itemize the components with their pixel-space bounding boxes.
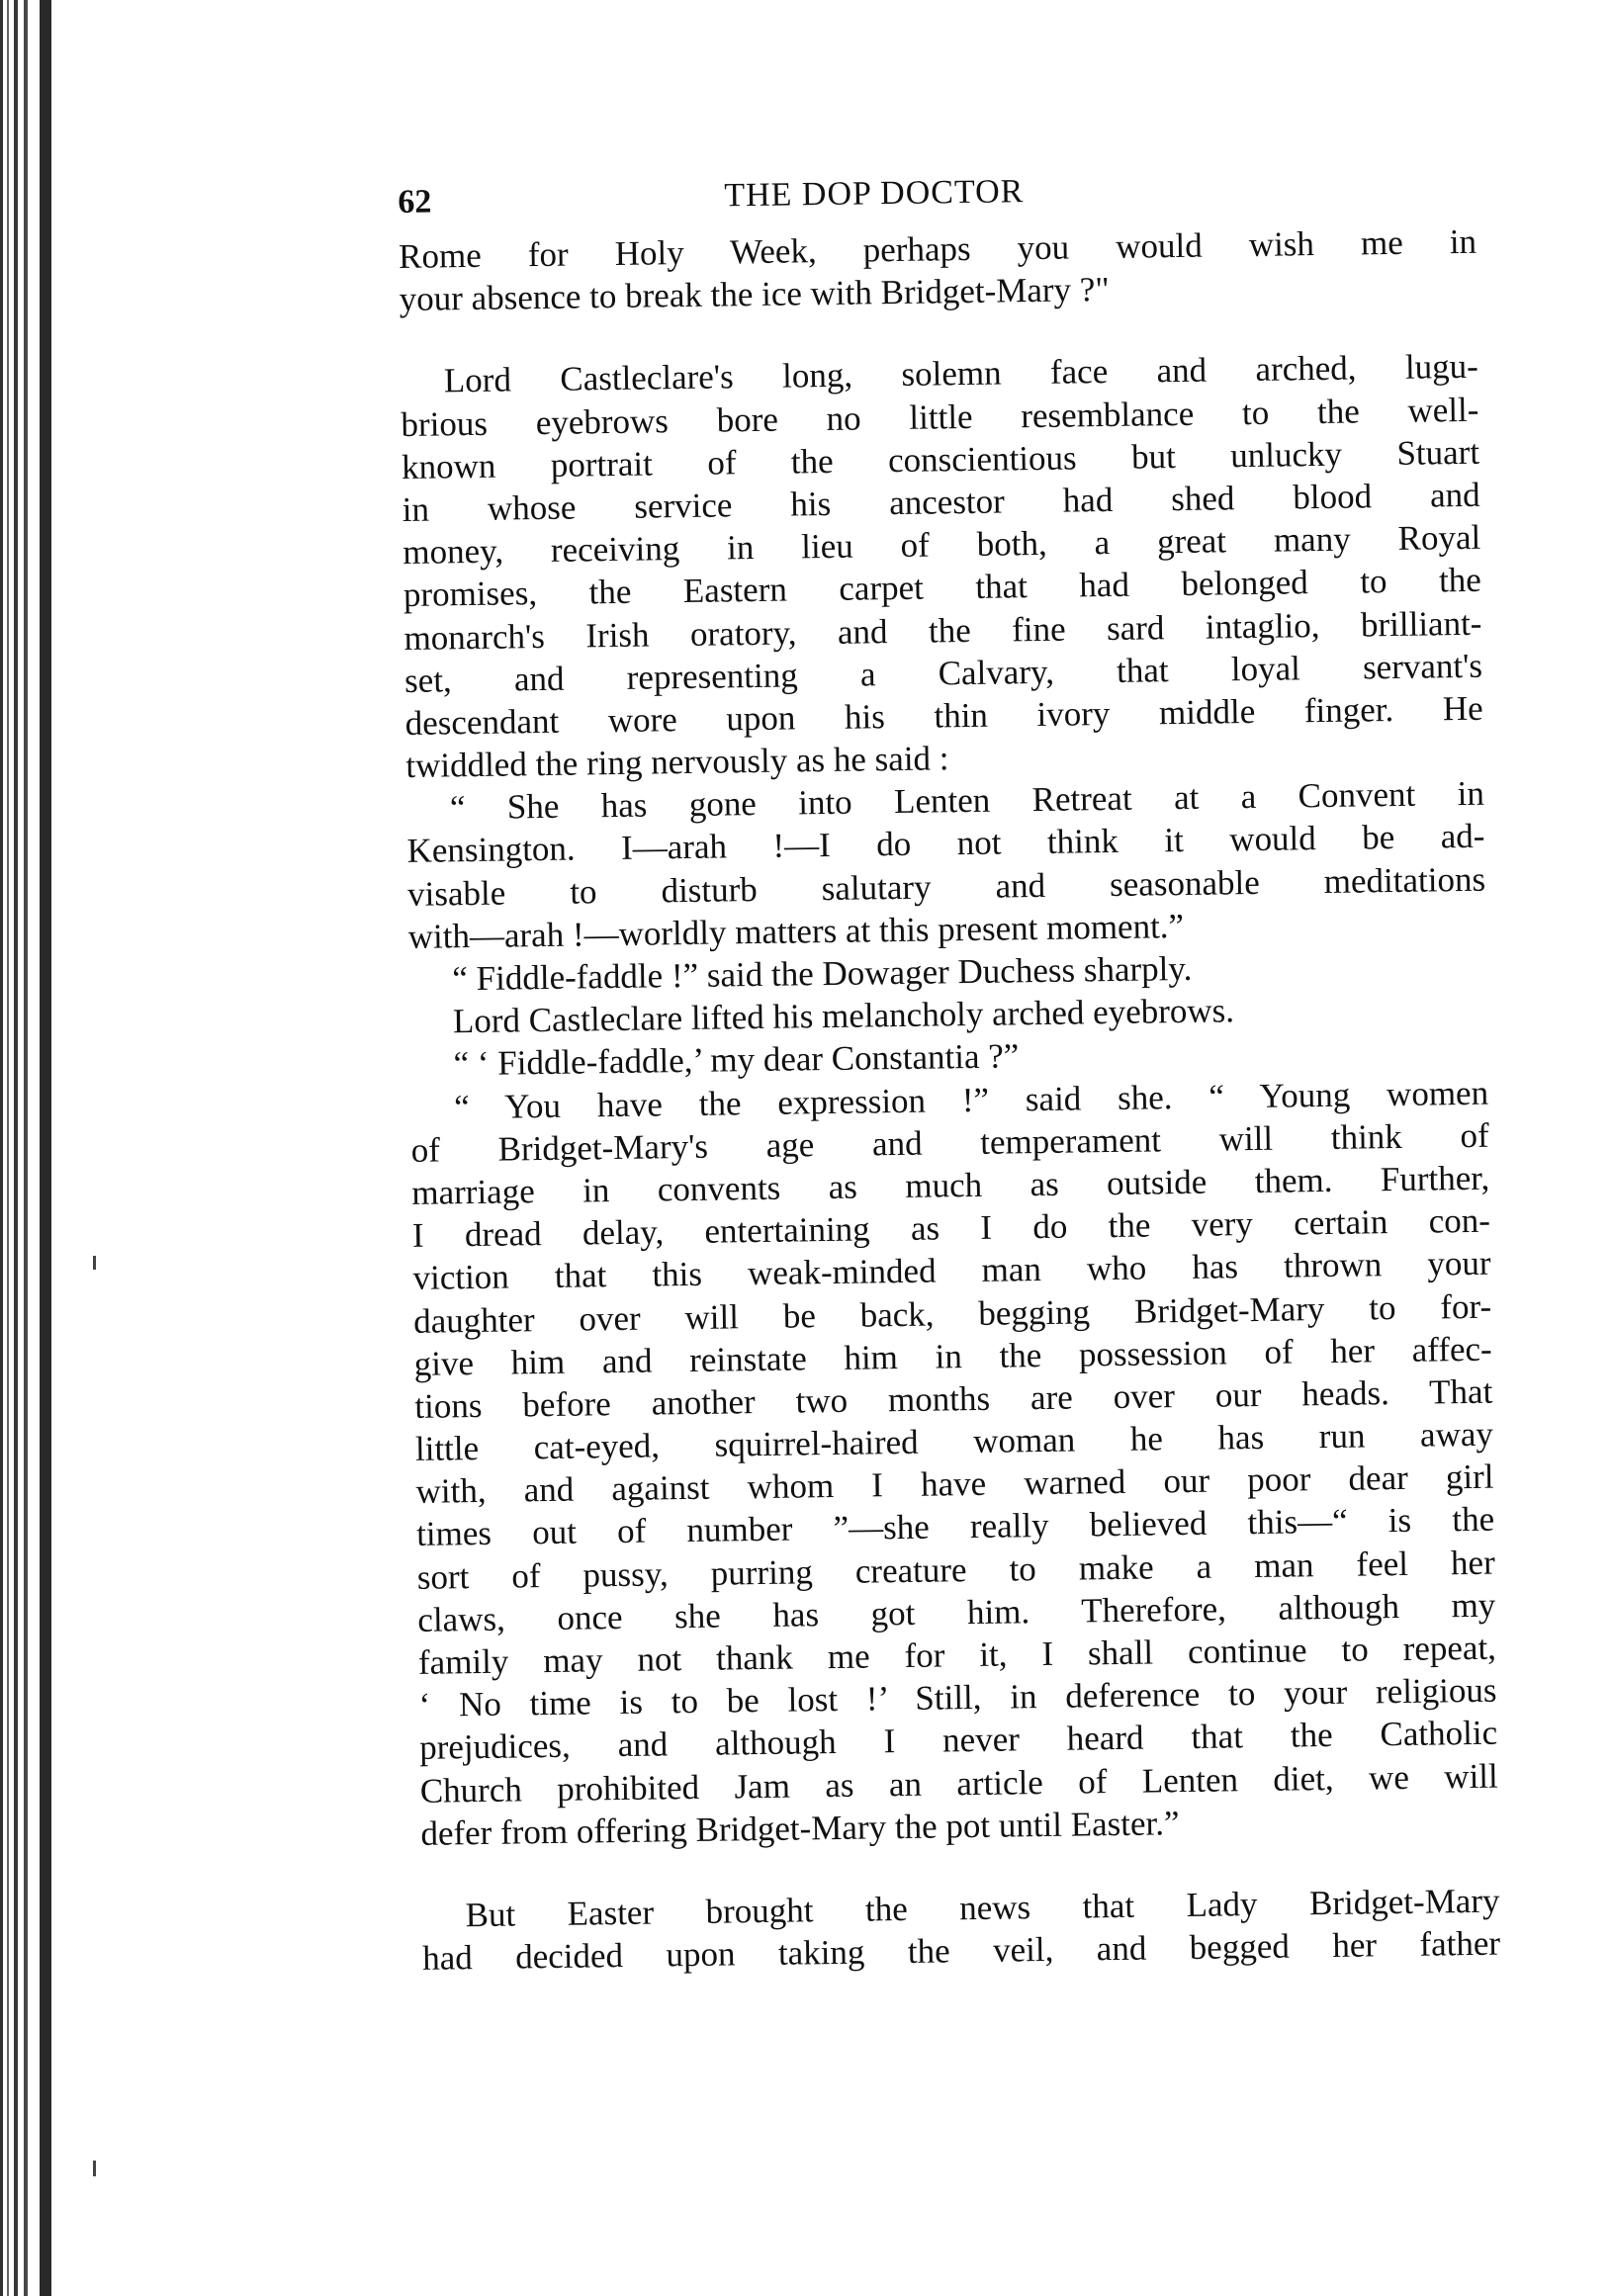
text-line: daughter over will be back, begging Bridget-Mary to for- [412, 1286, 1492, 1341]
text-line: descendant wore upon his thin ivory middle finger. He [404, 688, 1483, 743]
text-line: I dread delay, entertaining as I do the very certain con- [411, 1200, 1491, 1256]
text-line: “ She has gone into Lenten Retreat at a Convent in [449, 773, 1485, 828]
text-line: But Easter brought the news that Lady Bridget-Mary [465, 1881, 1500, 1935]
text-line: brious eyebrows bore no little resemblance to the well- [401, 390, 1479, 444]
text-line: claws, once she has got him. Therefore, although my [417, 1585, 1496, 1639]
running-title: THE DOP DOCTOR [724, 173, 1025, 215]
text-line: Church prohibited Jam as an article of Lenten diet, we will [419, 1756, 1498, 1810]
text-line: visable to disturb salutary and seasonable meditations [406, 859, 1486, 914]
paragraph-castleclare-description [401, 345, 1484, 787]
text-line: monarch's Irish oratory, and the fine sard intaglio, brilliant- [403, 603, 1482, 658]
paragraph-duchess-speech [410, 1071, 1499, 1855]
text-line: sort of pussy, purring creature to make a man feel her [416, 1543, 1495, 1597]
text-line: twiddled the ring nervously as he said : [405, 739, 949, 786]
text-line: with, and against whom I have warned our poor dear girl [415, 1457, 1494, 1512]
text-line: tions before another two months are over our heads. That [414, 1371, 1493, 1426]
paragraph-lenten-retreat [406, 772, 1486, 958]
text-line: set, and representing a Calvary, that loyal servant's [403, 646, 1483, 700]
text-line: known portrait of the conscientious but unlucky Stuart [401, 432, 1480, 486]
text-line: Kensington. I—arah !—I do not think it would be ad- [406, 817, 1485, 871]
text-line: your absence to break the ice with Bridget-Mary ?" [399, 270, 1110, 319]
text-line: little cat-eyed, squirrel-haired woman he has run away [414, 1414, 1494, 1468]
paragraph-easter [421, 1880, 1500, 1981]
text-line: “ You have the expression !” said she. “ Young women [453, 1073, 1489, 1126]
book-binding-edge [0, 0, 61, 2296]
text-line: give him and reinstate him in the possession of her affec- [413, 1329, 1492, 1383]
text-line: promises, the Eastern carpet that had belonged to the [403, 561, 1482, 615]
scan-mark [93, 1256, 96, 1270]
paragraph-continued [399, 221, 1477, 321]
text-line: defer from offering Bridget-Mary the pot until Easter.” [420, 1803, 1180, 1853]
text-line: of Bridget-Mary's age and temperament will think of [410, 1115, 1489, 1170]
text-line: times out of number ”—she really believed this—“ is the [415, 1500, 1495, 1554]
text-line: ‘ No time is to be lost !’ Still, in deference to your religious [418, 1670, 1497, 1725]
text-line: in whose service his ancestor had shed blood and [402, 475, 1480, 529]
text-line: “ Fiddle-faddle !” said the Dowager Duchess sharply. [452, 948, 1193, 999]
text-line: family may not thank me for it, I shall continue to repeat, [417, 1628, 1497, 1682]
text-line: with—arah !—worldly matters at this present moment.” [407, 906, 1185, 956]
text-line: Lord Castleclare's long, solemn face and arched, lugu- [443, 347, 1479, 400]
text-line: marriage in convents as much as outside them. Further, [411, 1158, 1490, 1212]
page-number: 62 [398, 183, 432, 221]
text-line: viction that this weak-minded man who has thrown your [412, 1243, 1491, 1298]
text-line: prejudices, and although I never heard that the Catholic [418, 1714, 1498, 1768]
text-line: Rome for Holy Week, perhaps you would wish me in [398, 221, 1477, 276]
scan-mark [93, 2161, 96, 2176]
text-line: had decided upon taking the veil, and begged her father [421, 1923, 1501, 1978]
text-line: “ ‘ Fiddle-faddle,’ my dear Constantia ?” [453, 1036, 1020, 1084]
text-line: Lord Castleclare lifted his melancholy arched eyebrows. [452, 991, 1235, 1041]
book-page [398, 161, 1500, 1980]
text-line: money, receiving in lieu of both, a great many Royal [403, 517, 1481, 573]
